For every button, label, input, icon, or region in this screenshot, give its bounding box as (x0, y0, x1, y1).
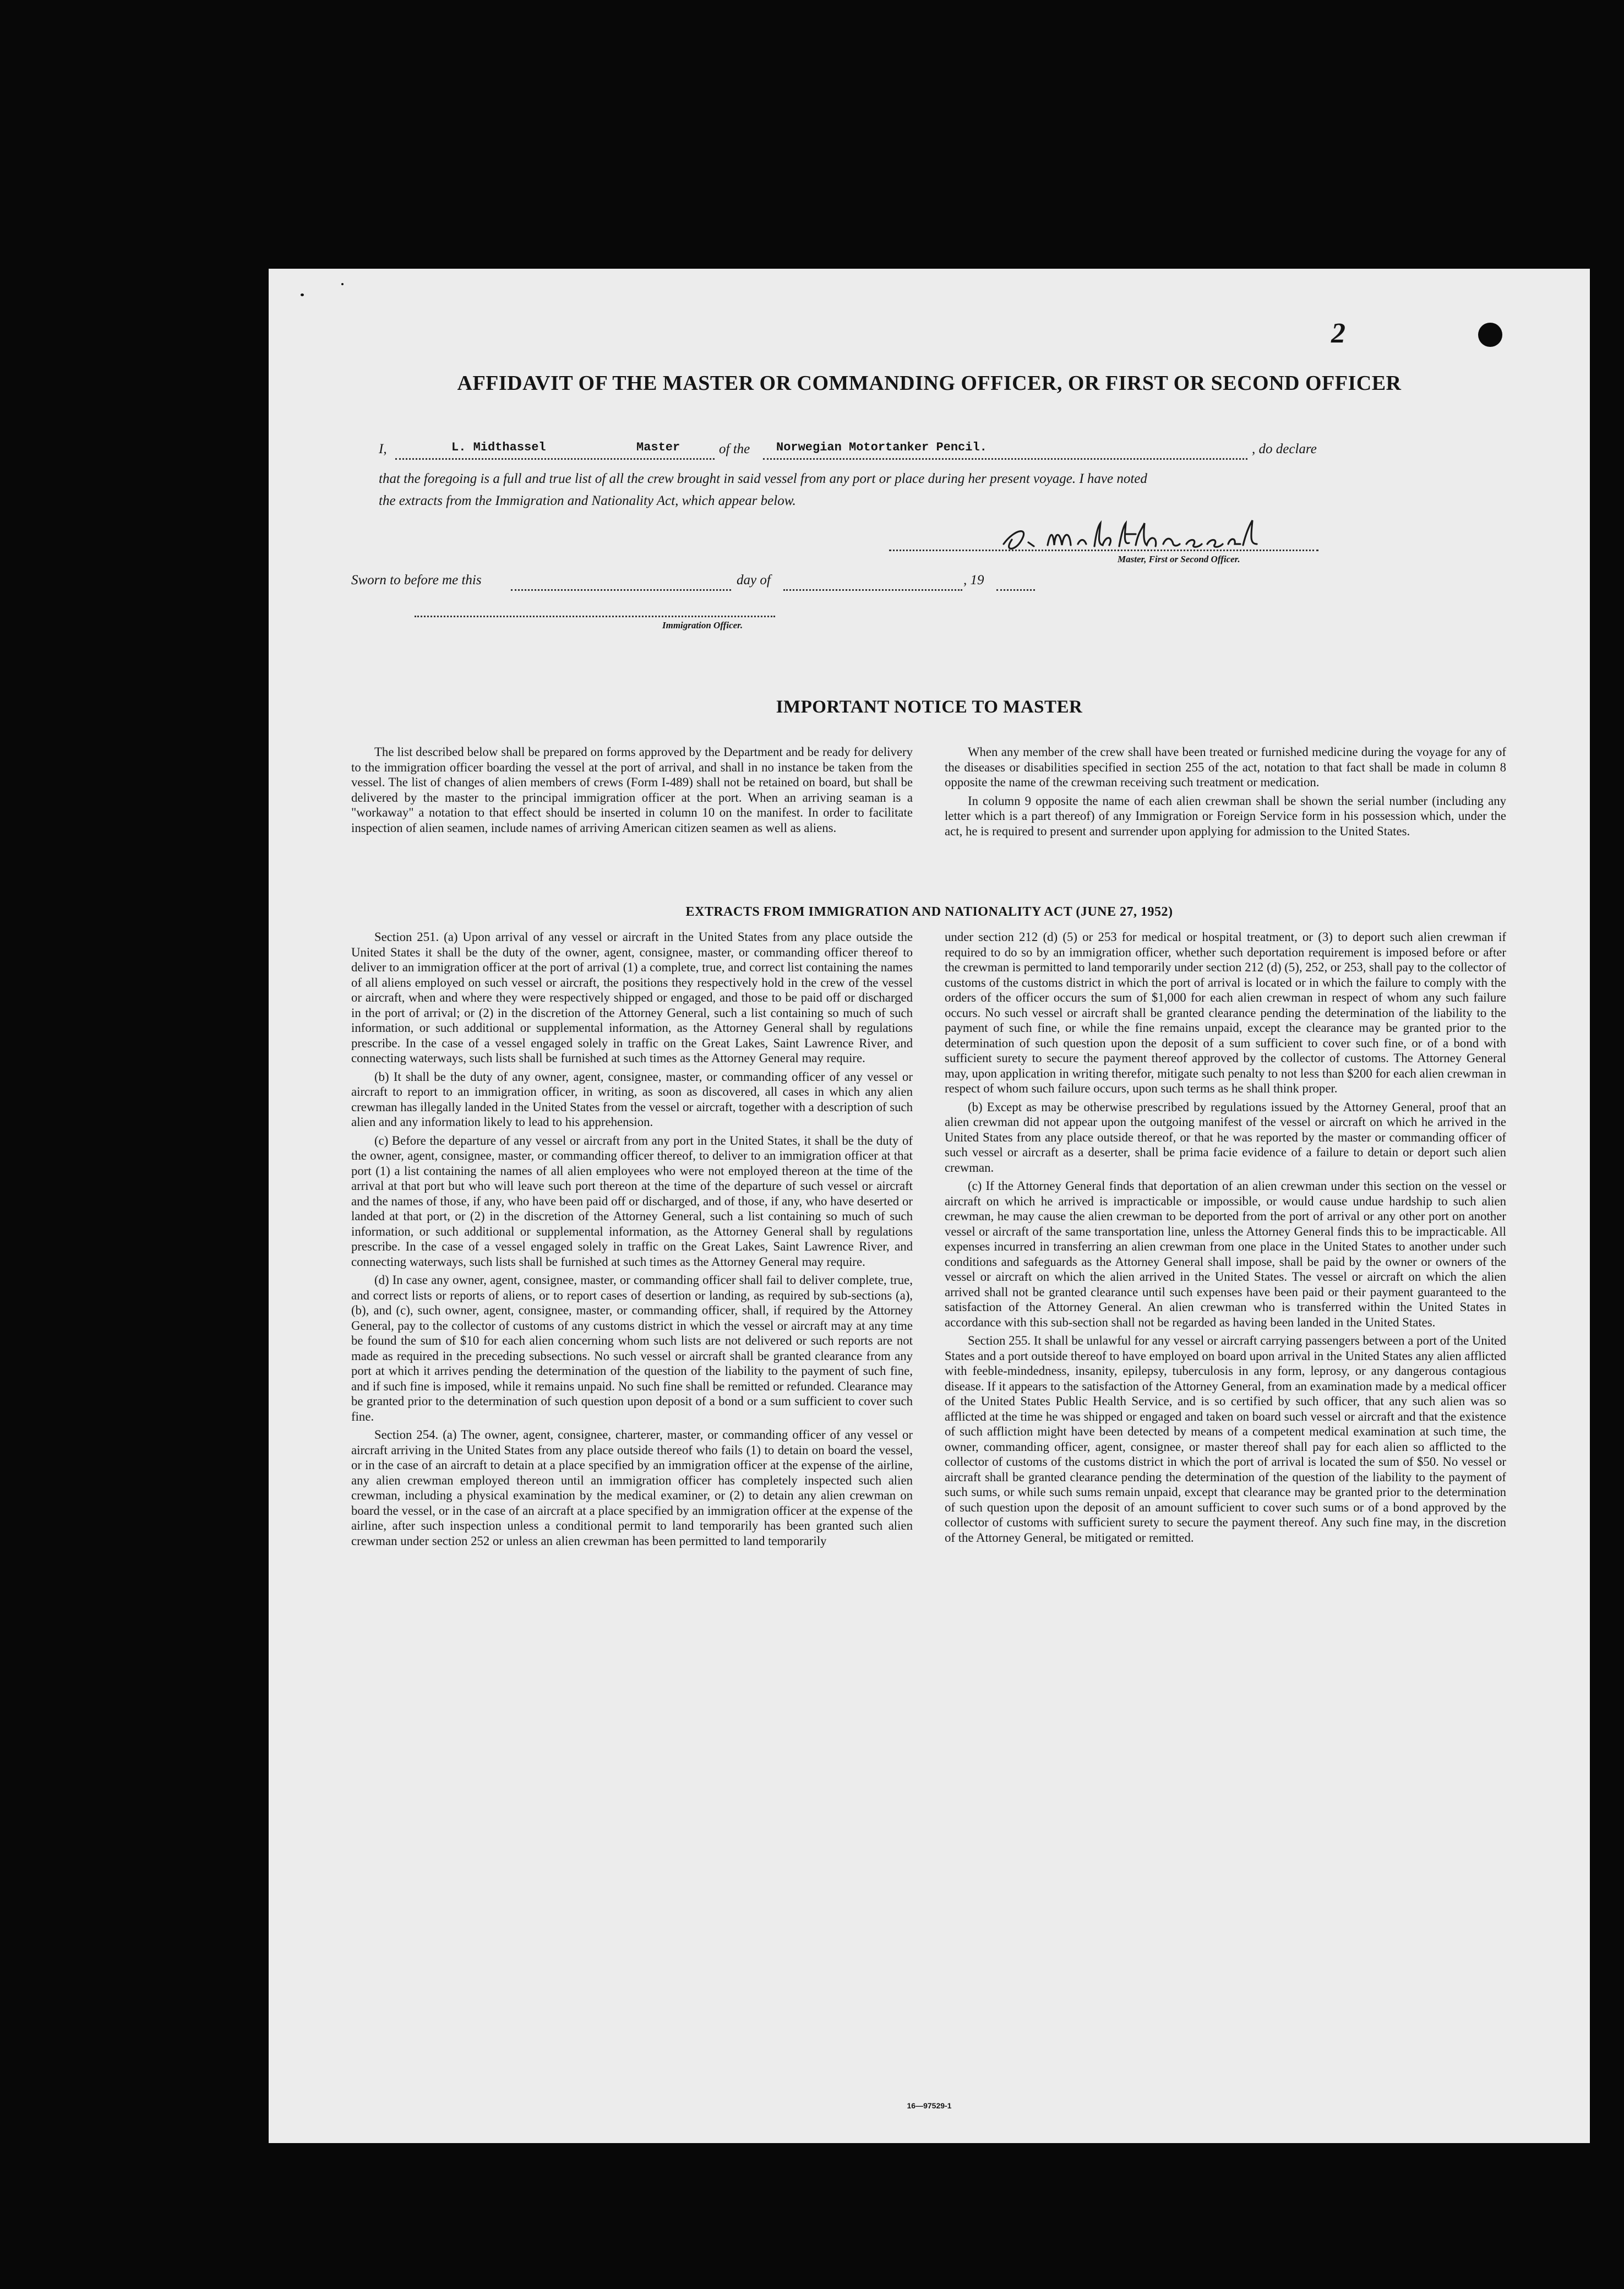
notice-title: IMPORTANT NOTICE TO MASTER (776, 697, 1083, 717)
signature-caption: Master, First or Second Officer. (1118, 554, 1240, 564)
sworn-line (351, 573, 1177, 595)
extract-paragraph: under section 212 (d) (5) or 253 for medical or hospital treatment, or (3) to deport such alien crewman if required to do so by an immigration officer, whether such deportation requirement is imposed before or after the crewman is permitted to land temporarily under section 212 (d) (5), 252, or 253, shall pay to the collector of customs of the customs district in which the port of arrival is located or in which the failure to comply with the orders of the officer occurs the sum of $1,000 for each alien crewman in respect of whom any such failure occurs. No such vessel or aircraft shall be granted clearance pending the determination of the liability to the payment of such fine, or while the fine remains unpaid, except the clearance may be granted prior to the determination of such question upon the deposit of a sum sufficient to cover such fine, or of a bond with sufficient surety to secure the payment thereof approved by the collector of customs. The Attorney General may, upon application in writing therefor, mitigate such penalty to not less than $200 for each alien crewman in respect of whom such failure occurs, upon such terms as he shall think proper. (945, 930, 1506, 1095)
of-the-label: of the (719, 442, 750, 456)
year-label: , 19 (963, 573, 984, 588)
statement-line-1: that the foregoing is a full and true list of all the crew brought in said vessel from any port or place during her present voyage. I have noted (379, 471, 1147, 486)
immigration-officer-underline (415, 616, 775, 617)
extract-paragraph: (b) It shall be the duty of any owner, agent, consignee, master, or commanding officer of any vessel or aircraft to report to an immigration officer, in writing, as soon as discovered, all cases in which any alien crewman has illegally landed in the United States from the vessel or aircraft, together with a description of such alien and any information likely to lead to his apprehension. (351, 1069, 913, 1129)
name-underline (395, 458, 715, 460)
notice-left-column (351, 744, 913, 839)
notice-right-column (945, 744, 1506, 842)
day-of-label: day of (737, 573, 771, 588)
notice-paragraph: When any member of the crew shall have been treated or furnished medicine during the voyage for any of the diseases or disabilities specified in section 255 of the act, notation to that fact shall be made in column 8 opposite the name of the crewman receiving such treatment or medication. (945, 745, 1506, 789)
extracts-right-column (945, 929, 1506, 1548)
master-rank: Master (636, 441, 680, 454)
extracts-left-column (351, 929, 913, 1552)
punch-hole (1478, 323, 1502, 347)
officer-caption: Immigration Officer. (662, 620, 743, 630)
year-underline (996, 589, 1035, 591)
sworn-label: Sworn to before me this (351, 573, 482, 588)
form-code: 16—97529-1 (907, 2101, 952, 2110)
extract-paragraph: Section 251. (a) Upon arrival of any vessel or aircraft in the United States from any place outside the United States it shall be the duty of the owner, agent, consignee, master, or commanding officer thereof to deliver to an immigration officer at the port of arrival (1) a complete, true, and correct list containing the names of all aliens employed on such vessel or aircraft, the positions they respectively hold in the crew of the vessel or aircraft, when and where they were respectively shipped or engaged, and those to be paid off or discharged in the port of arrival; or (2) in the discretion of the Attorney General, such a list containing so much of such information, or such additional or supplemental information, as the Attorney General shall by regulations prescribe. In the case of a vessel engaged solely in traffic on the Great Lakes, Saint Lawrence River, and connecting waterways, such lists shall be furnished at such times as the Attorney General may require. (351, 930, 913, 1065)
speck (301, 293, 304, 296)
month-underline (783, 589, 962, 591)
vessel-name: Norwegian Motortanker Pencil. (776, 441, 987, 454)
extract-paragraph: Section 254. (a) The owner, agent, consignee, charterer, master, or commanding officer of any vessel or aircraft arriving in the United States from any place outside thereof who fails (1) to detain on board the vessel, or in the case of an aircraft to detain at a place specified by an immigration officer at the expense of the airline, any alien crewman employed thereon until an immigration officer has completely inspected such alien crewman, including a physical examination by the medical examiner, or (2) to detain any alien crewman on board the vessel, or in the case of an aircraft at a place specified by an immigration officer at the expense of the airline, after such inspection unless a conditional permit to land temporarily has been granted such alien crewman under section 252 or unless an alien crewman has been permitted to land temporarily (351, 1428, 913, 1548)
vessel-underline (763, 458, 1247, 460)
declaration-line (379, 442, 1507, 464)
affidavit-title: AFFIDAVIT OF THE MASTER OR COMMANDING OFFICER, OR FIRST OR SECOND OFFICER (457, 372, 1402, 395)
speck (341, 283, 344, 285)
sworn-date-underline (511, 589, 731, 591)
extract-paragraph: (c) Before the departure of any vessel or aircraft from any port in the United States, it shall be the duty of the owner, agent, consignee, master, or commanding officer thereof, to deliver to an immigration officer at that port (1) a list containing the names of all alien employees who were not employed thereon at the time of the arrival at that port but who will leave such port thereon at the time of the departure of such vessel or aircraft and the names of those, if any, who have been paid off or discharged, and of those, if any, who have deserted or landed at that port, or (2) in the discretion of the Attorney General, such a list containing so much of such information, or such additional or supplemental information, as the Attorney General shall by regulations prescribe. In the case of a vessel engaged solely in traffic on the Great Lakes, Saint Lawrence River, and connecting waterways, such lists shall be furnished at such times as the Attorney General may require. (351, 1133, 913, 1269)
document-page (269, 269, 1590, 2143)
extract-paragraph: (c) If the Attorney General finds that deportation of an alien crewman under this section on the vessel or aircraft on which he arrived is impracticable or impossible, or would cause undue hardship to such alien crewman, he may cause the alien crewman to be deported from the port of arrival or any other port on another vessel or aircraft of the same transportation line, unless the Attorney General finds this to be impracticable. All expenses incurred in transferring an alien crewman from one place in the United States to another under such conditions and safeguards as the Attorney General shall impose, shall be paid by the owner or owners of the vessel or aircraft on which the alien arrived in the United States. The vessel or aircraft on which the alien arrived shall not be granted clearance until such expenses have been paid or their payment guaranteed to the satisfaction of the Attorney General. An alien crewman who is transferred within the United States in accordance with this sub-section shall not be regarded as having been landed in the United States. (945, 1179, 1506, 1329)
extract-paragraph: (d) In case any owner, agent, consignee, master, or commanding officer shall fail to deliver complete, true, and correct lists or reports of aliens, or to report cases of desertion or landing, as required by sub-sections (a), (b), and (c), such owner, agent, consignee, master, or commanding officer, shall, if required by the Attorney General, pay to the collector of customs of any customs district in which the vessel or aircraft may at any time be found the sum of $10 for each alien concerning whom such lists are not delivered or such reports are not made as required in the preceding subsections. No such vessel or aircraft shall be granted clearance from any port at which it arrives pending the determination of the question of the liability to the payment of such fine, and if such fine is imposed, while it remains unpaid. No such fine shall be remitted or refunded. Clearance may be granted prior to the determination of such question upon deposit of a bond or a sum sufficient to cover such fine. (351, 1273, 913, 1423)
master-name: L. Midthassel (451, 441, 546, 454)
extracts-title: EXTRACTS FROM IMMIGRATION AND NATIONALITY ACT (JUNE 27, 1952) (685, 905, 1173, 919)
extract-paragraph: Section 255. It shall be unlawful for any vessel or aircraft carrying passengers between a port of the United States and a port outside thereof to have employed on board upon arrival in the United States any alien afflicted with feeble-mindedness, insanity, epilepsy, tuberculosis in any form, leprosy, or any dangerous contagious disease. If it appears to the satisfaction of the Attorney General, from an examination made by a medical officer of the United States Public Health Service, and is so certified by such officer, that any such alien was so afflicted at the time he was shipped or engaged and taken on board such vessel or aircraft and that the existence of such affliction might have been detected by means of a competent medical examination at such time, the owner, commanding officer, agent, consignee, or master thereof shall pay for each alien so afflicted to the collector of customs of the customs district in which the port of arrival is located the sum of $50. No vessel or aircraft shall be granted clearance pending the determination of the question of the liability to the payment of such sums, or while such sums remain unpaid, except that clearance may be granted prior to the determination of such question upon the deposit of an amount sufficient to cover such sums or of a bond approved by the collector of customs with sufficient surety to secure the payment thereof. Any such fine may, in the discretion of the Attorney General, be mitigated or remitted. (945, 1334, 1506, 1545)
page-number: 2 (1331, 318, 1345, 349)
notice-paragraph: In column 9 opposite the name of each alien crewman shall be shown the serial number (including any letter which is a part thereof) of any Immigration or Foreign Service form in his possession which, under the act, he is required to present and surrender upon applying for admission to the United States. (945, 793, 1506, 838)
declare-label: , do declare (1252, 442, 1317, 456)
i-label: I, (379, 442, 387, 456)
signature-underline (889, 550, 1318, 551)
extract-paragraph: (b) Except as may be otherwise prescribed by regulations issued by the Attorney General, proof that an alien crewman did not appear upon the outgoing manifest of the vessel or aircraft on which he arrived in the United States from any place outside thereof, or that he was reported by the master or commanding officer of such vessel or aircraft as a deserter, shall be prima facie evidence of a failure to detain or deport such alien crewman. (945, 1100, 1506, 1175)
statement-line-2: the extracts from the Immigration and Nationality Act, which appear below. (379, 493, 796, 508)
notice-paragraph: The list described below shall be prepared on forms approved by the Department and be ready for delivery to the immigration officer boarding the vessel at the port of arrival, and shall in no instance be taken from the vessel. The list of changes of alien members of crews (Form I-489) shall not be retained on board, but shall be delivered by the master to the principal immigration officer at the port. When an arriving seaman is a "workaway" a notation to that effect should be inserted in column 10 on the manifest. In order to facilitate inspection of alien seamen, include names of arriving American citizen seamen as well as aliens. (351, 745, 913, 835)
